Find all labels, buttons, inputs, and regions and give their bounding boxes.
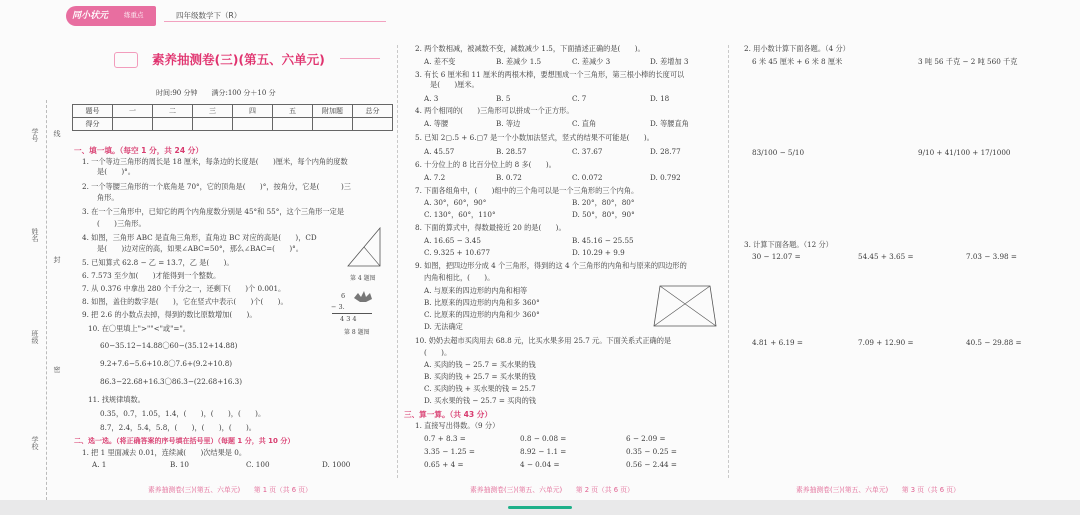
page-footer: 素养抽测卷(三)(第五、六单元) 第 3 页（共 6 页）: [796, 486, 960, 494]
score-cell[interactable]: [193, 118, 233, 131]
question-text: 是( )厘米。: [430, 80, 479, 89]
compare-item: 9.2+7.6−5.6+10.8〇7.6+(9.2+10.8): [100, 359, 233, 368]
score-cell[interactable]: [233, 118, 273, 131]
binding-label: 姓名: [31, 228, 39, 242]
triangle-figure: [344, 226, 392, 272]
calc-item: 4 − 0.04 =: [520, 460, 560, 469]
option: B. 28.57: [496, 147, 527, 156]
compare-item: 86.3−22.68+16.3〇86.3−(22.68+16.3): [100, 377, 243, 386]
question-text: ( )三角形。: [97, 219, 146, 228]
question-text: 6. 7.573 至少加( )才能得到一个整数。: [82, 271, 221, 280]
fraction-calc: 83/100 − 5/10: [752, 148, 805, 157]
vertical-calc-result: 4 3 4: [340, 315, 357, 323]
calc-item: 0.56 − 2.44 =: [626, 460, 677, 469]
quadrilateral-figure: [652, 282, 718, 330]
column-divider: [397, 45, 398, 478]
scroll-handle[interactable]: [508, 506, 572, 509]
option: D. 0.792: [650, 173, 681, 182]
question-text: 6. 十分位上的 8 比百分位上的 8 多( )。: [415, 160, 556, 169]
question-text: 10. 奶奶去超市买肉用去 68.8 元，比买水果多用 25.7 元。下面关系式正确的是: [415, 336, 672, 345]
question-text: 1. 把 1 里面减去 0.01，连续减( )次结果是 0。: [82, 448, 247, 457]
figure-caption: 第 4 题图: [350, 275, 376, 282]
option: A. 3: [424, 94, 439, 103]
option: D. 无法确定: [424, 322, 463, 331]
question-text: 7. 下面各组角中，( )组中的三个角可以是一个三角形的三个内角。: [415, 186, 639, 195]
exam-meta: 时间:90 分钟 满分:100 分＋10 分: [156, 89, 276, 97]
option: A. 7.2: [424, 173, 446, 182]
option: C. 9.325 + 10.677: [424, 248, 491, 257]
option: B. 10: [170, 460, 189, 469]
calc-item: 0.8 − 0.08 =: [520, 434, 567, 443]
section-heading: 三、算一算。（共 43 分）: [404, 410, 492, 419]
calc-item: 40.5 − 29.88 =: [966, 338, 1022, 347]
question-text: 3. 计算下面各题。（12 分）: [744, 240, 833, 249]
calc-item: 6 米 45 厘米 + 6 米 8 厘米: [752, 57, 843, 66]
option: C. 100: [246, 460, 270, 469]
option: C. 比原来的四边形的内角和少 360°: [424, 310, 540, 319]
score-cell[interactable]: [273, 118, 313, 131]
calc-item: 0.7 + 8.3 =: [424, 434, 466, 443]
score-header-cell: 题号: [73, 105, 113, 118]
brand-logo: 同小状元: [72, 11, 109, 21]
question-text: 4. 两个相同的( )三角形可以拼成一个正方形。: [415, 106, 574, 115]
calc-item: 4.81 + 6.19 =: [752, 338, 803, 347]
option: C. 130°，60°，110°: [424, 210, 496, 219]
option: B. 20°，80°，80°: [572, 198, 635, 207]
question-text: 5. 已知 2▢.5 + 6.▢7 是一个小数加法竖式，竖式的结果不可能是( )。: [415, 133, 654, 142]
height-cd: [364, 247, 380, 266]
question-text: 2. 一个等腰三角形的一个底角是 70°，它的顶角是( )°，按角分，它是( )三: [82, 182, 351, 191]
binding-line: [46, 100, 47, 500]
question-text: 2. 两个数相减，被减数不变，减数减少 1.5，下面描述正确的是( )。: [415, 44, 645, 53]
option: A. 16.65 − 3.45: [424, 236, 481, 245]
grade-label: 四年级数学下（R）: [176, 11, 242, 20]
score-header-cell: 五: [273, 105, 313, 118]
binding-label: 学校: [31, 436, 39, 450]
question-text: 11. 找规律填数。: [88, 395, 145, 404]
calc-item: 3 吨 56 千克 − 2 吨 560 千克: [918, 57, 1018, 66]
binding-mark: 封: [53, 256, 61, 263]
question-text: 是( )°。: [97, 167, 135, 176]
pattern-item: 0.35，0.7，1.05，1.4，( )，( )，( )。: [100, 409, 266, 418]
option: B. 比原来的四边形的内角和多 360°: [424, 298, 540, 307]
calc-item: 6 − 2.09 =: [626, 434, 666, 443]
option: D. 买水果的钱 − 25.7 = 买肉的钱: [424, 396, 536, 405]
vertical-calc-minus: − 3.: [331, 303, 345, 311]
option: D. 18: [650, 94, 670, 103]
question-text: 2. 用小数计算下面各题。（4 分）: [744, 44, 850, 53]
option: A. 等腰: [424, 119, 449, 128]
option: D. 50°，80°，90°: [572, 210, 635, 219]
question-text: 内角和相比，( )。: [424, 273, 495, 282]
option: A. 与原来的四边形的内角和相等: [424, 286, 528, 295]
score-cell[interactable]: [313, 118, 353, 131]
option: A. 差不变: [424, 57, 456, 66]
question-text: 3. 有长 6 厘米和 11 厘米的两根木棒，要想围成一个三角形，第三根小棒的长度可以: [415, 70, 685, 79]
rocket-icon: [114, 52, 138, 68]
option: C. 0.072: [572, 173, 603, 182]
vertical-calc-top: 6: [341, 292, 346, 300]
option: D. 28.77: [650, 147, 681, 156]
question-text: 9. 把 2.6 的小数点去掉，得到的数比原数增加( )。: [82, 310, 257, 319]
calc-item: 0.35 − 0.25 =: [626, 447, 677, 456]
binding-mark: 线: [53, 130, 61, 137]
option: B. 45.16 − 25.55: [572, 236, 634, 245]
calc-item: 8.92 − 1.1 =: [520, 447, 567, 456]
splat-cover-icon: [352, 290, 376, 304]
question-text: 1. 一个等边三角形的周长是 18 厘米，每条边的长度是( )厘米，每个内角的度数: [82, 157, 348, 166]
page-footer: 素养抽测卷(三)(第五、六单元) 第 2 页（共 6 页）: [470, 486, 634, 494]
score-header-cell: 附加题: [313, 105, 353, 118]
score-cell[interactable]: [353, 118, 393, 131]
option: D. 差增加 3: [650, 57, 689, 66]
option: D. 10.29 + 9.9: [572, 248, 625, 257]
option: A. 买肉的钱 − 25.7 = 买水果的钱: [424, 360, 536, 369]
question-text: 是( )边对应的高，如果∠ABC=50°，那么∠BAC=( )°。: [97, 244, 303, 253]
option: C. 买肉的钱 + 买水果的钱 = 25.7: [424, 384, 536, 393]
question-text: 3. 在一个三角形中，已知它的两个内角度数分别是 45°和 55°，这个三角形一定是: [82, 207, 345, 216]
vertical-calc-rule: [332, 313, 372, 314]
title-deco-line: [340, 58, 380, 59]
option: B. 0.72: [496, 173, 522, 182]
option: D. 等腰直角: [650, 119, 689, 128]
score-header-cell: 四: [233, 105, 273, 118]
binding-label: 班级: [31, 330, 39, 344]
question-text: 7. 从 0.376 中拿出 280 个千分之一，还剩下( )个 0.001。: [82, 284, 286, 293]
option: A. 1: [92, 460, 107, 469]
question-text: 角形。: [97, 193, 119, 202]
score-table: [72, 104, 393, 131]
option: B. 等边: [496, 119, 521, 128]
score-cell[interactable]: [113, 118, 153, 131]
compare-item: 60−35.12−14.88〇60−(35.12+14.88): [100, 341, 238, 350]
option: B. 差减少 1.5: [496, 57, 542, 66]
option: D. 1000: [322, 460, 351, 469]
score-cell[interactable]: [153, 118, 193, 131]
option: B. 买肉的钱 + 25.7 = 买水果的钱: [424, 372, 536, 381]
binding-mark: 密: [53, 366, 61, 373]
pattern-item: 8.7，2.4，5.4，5.8，( )，( )，( )。: [100, 423, 256, 432]
score-row-label: 得分: [73, 118, 113, 131]
column-divider: [728, 45, 729, 478]
option: B. 5: [496, 94, 511, 103]
option: A. 45.57: [424, 147, 455, 156]
question-text: 8. 下面的算式中，得数最接近 20 的是( )。: [415, 223, 566, 232]
section-heading: 二、选一选。（将正确答案的序号填在括号里）（每题 1 分，共 10 分）: [74, 437, 295, 445]
brand-tag: 练重点: [124, 11, 144, 19]
calc-item: 7.09 + 12.90 =: [858, 338, 914, 347]
question-text: ( )。: [424, 348, 452, 357]
calc-item: 0.65 + 4 =: [424, 460, 464, 469]
question-text: 10. 在〇里填上">""<"或"="。: [88, 324, 190, 333]
option: A. 30°，60°，90°: [424, 198, 487, 207]
calc-item: 30 − 12.07 =: [752, 252, 801, 261]
calc-item: 7.03 − 3.98 =: [966, 252, 1017, 261]
score-header-cell: 总分: [353, 105, 393, 118]
option: C. 37.67: [572, 147, 603, 156]
question-text: 8. 如图，盖住的数字是( )，它在竖式中表示( )个( )。: [82, 297, 288, 306]
section-heading: 一、填一填。（每空 1 分，共 24 分）: [74, 146, 203, 155]
score-header-cell: 一: [113, 105, 153, 118]
page-title: 素养抽测卷(三)(第五、六单元): [152, 52, 325, 67]
calc-item: 54.45 + 3.65 =: [858, 252, 914, 261]
header-rule: [164, 21, 386, 22]
question-text: 4. 如图，三角形 ABC 是直角三角形，直角边 BC 对应的高是( )，CD: [82, 233, 317, 242]
page-footer: 素养抽测卷(三)(第五、六单元) 第 1 页（共 6 页）: [148, 486, 312, 494]
option: C. 直角: [572, 119, 597, 128]
question-text: 9. 如图，把四边形分成 4 个三角形，得到的这 4 个三角形的内角和与原来的四边形的: [415, 261, 687, 270]
figure-caption: 第 8 题图: [344, 329, 370, 336]
score-header-cell: 三: [193, 105, 233, 118]
option: C. 差减少 3: [572, 57, 611, 66]
binding-label: 学号: [31, 128, 39, 142]
question-text: 5. 已知算式 62.8 − 乙 = 13.7，乙 是( )。: [82, 258, 234, 267]
calc-item: 3.35 − 1.25 =: [424, 447, 475, 456]
score-header-cell: 二: [153, 105, 193, 118]
option: C. 7: [572, 94, 587, 103]
question-text: 1. 直接写出得数。（9 分）: [415, 421, 500, 430]
fraction-calc: 9/10 + 41/100 + 17/1000: [918, 148, 1011, 157]
